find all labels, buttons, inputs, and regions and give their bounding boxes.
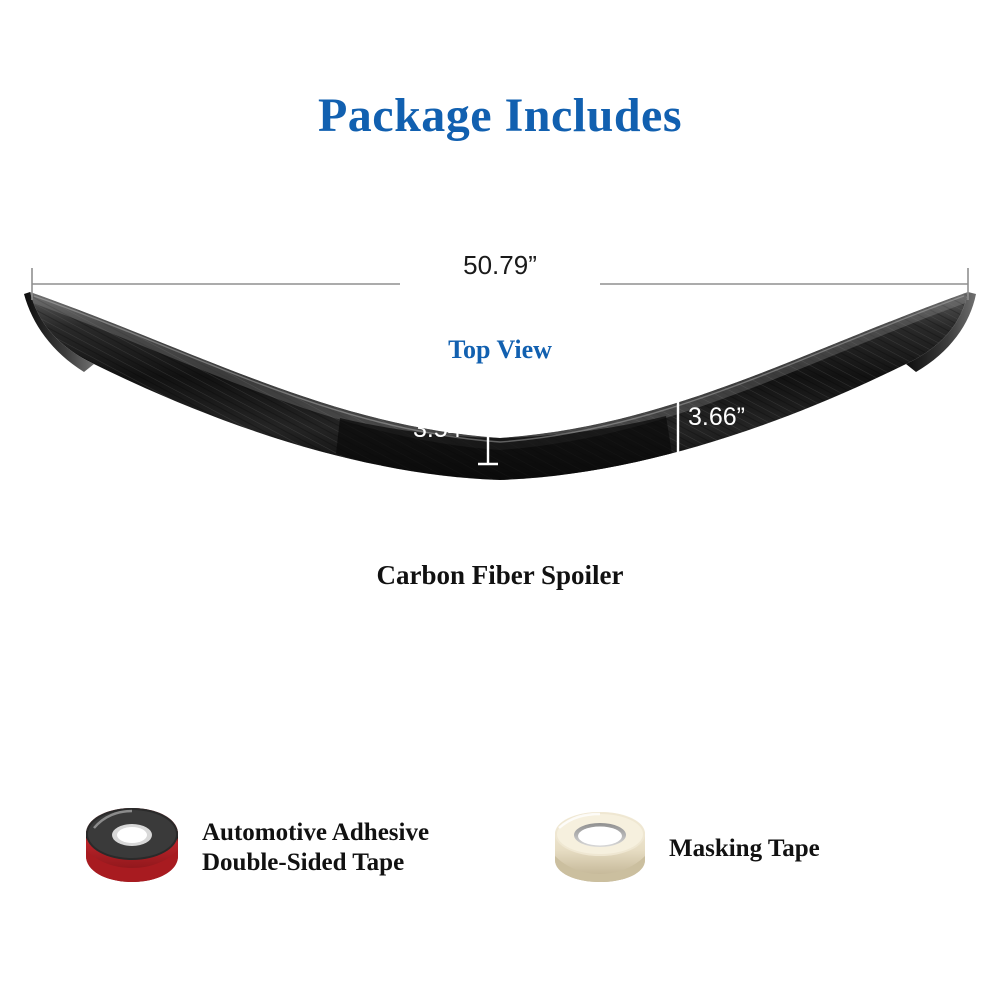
middle-width-label: 3.54” [413, 415, 470, 443]
length-dimension-label: 50.79” [463, 250, 537, 280]
spoiler-diagram [0, 240, 1000, 600]
adhesive-tape-roll-icon [70, 800, 188, 896]
end-width-label: 3.66” [688, 403, 745, 431]
spoiler-caption: Carbon Fiber Spoiler [376, 560, 624, 590]
accessory-label-line1: Masking Tape [669, 834, 820, 862]
accessory-label [669, 834, 820, 865]
accessory-adhesive-tape [70, 800, 429, 896]
top-view-label: Top View [448, 335, 552, 364]
accessories-row [0, 800, 1000, 910]
accessory-masking-tape [545, 808, 820, 890]
page-title: Package Includes [317, 89, 682, 142]
accessory-label [202, 818, 429, 879]
spoiler-illustration [0, 240, 1000, 600]
accessory-label-line1: Automotive Adhesive [202, 818, 430, 846]
accessory-label-line2: Double-Sided Tape [202, 849, 405, 876]
masking-tape-roll-icon [545, 808, 655, 890]
